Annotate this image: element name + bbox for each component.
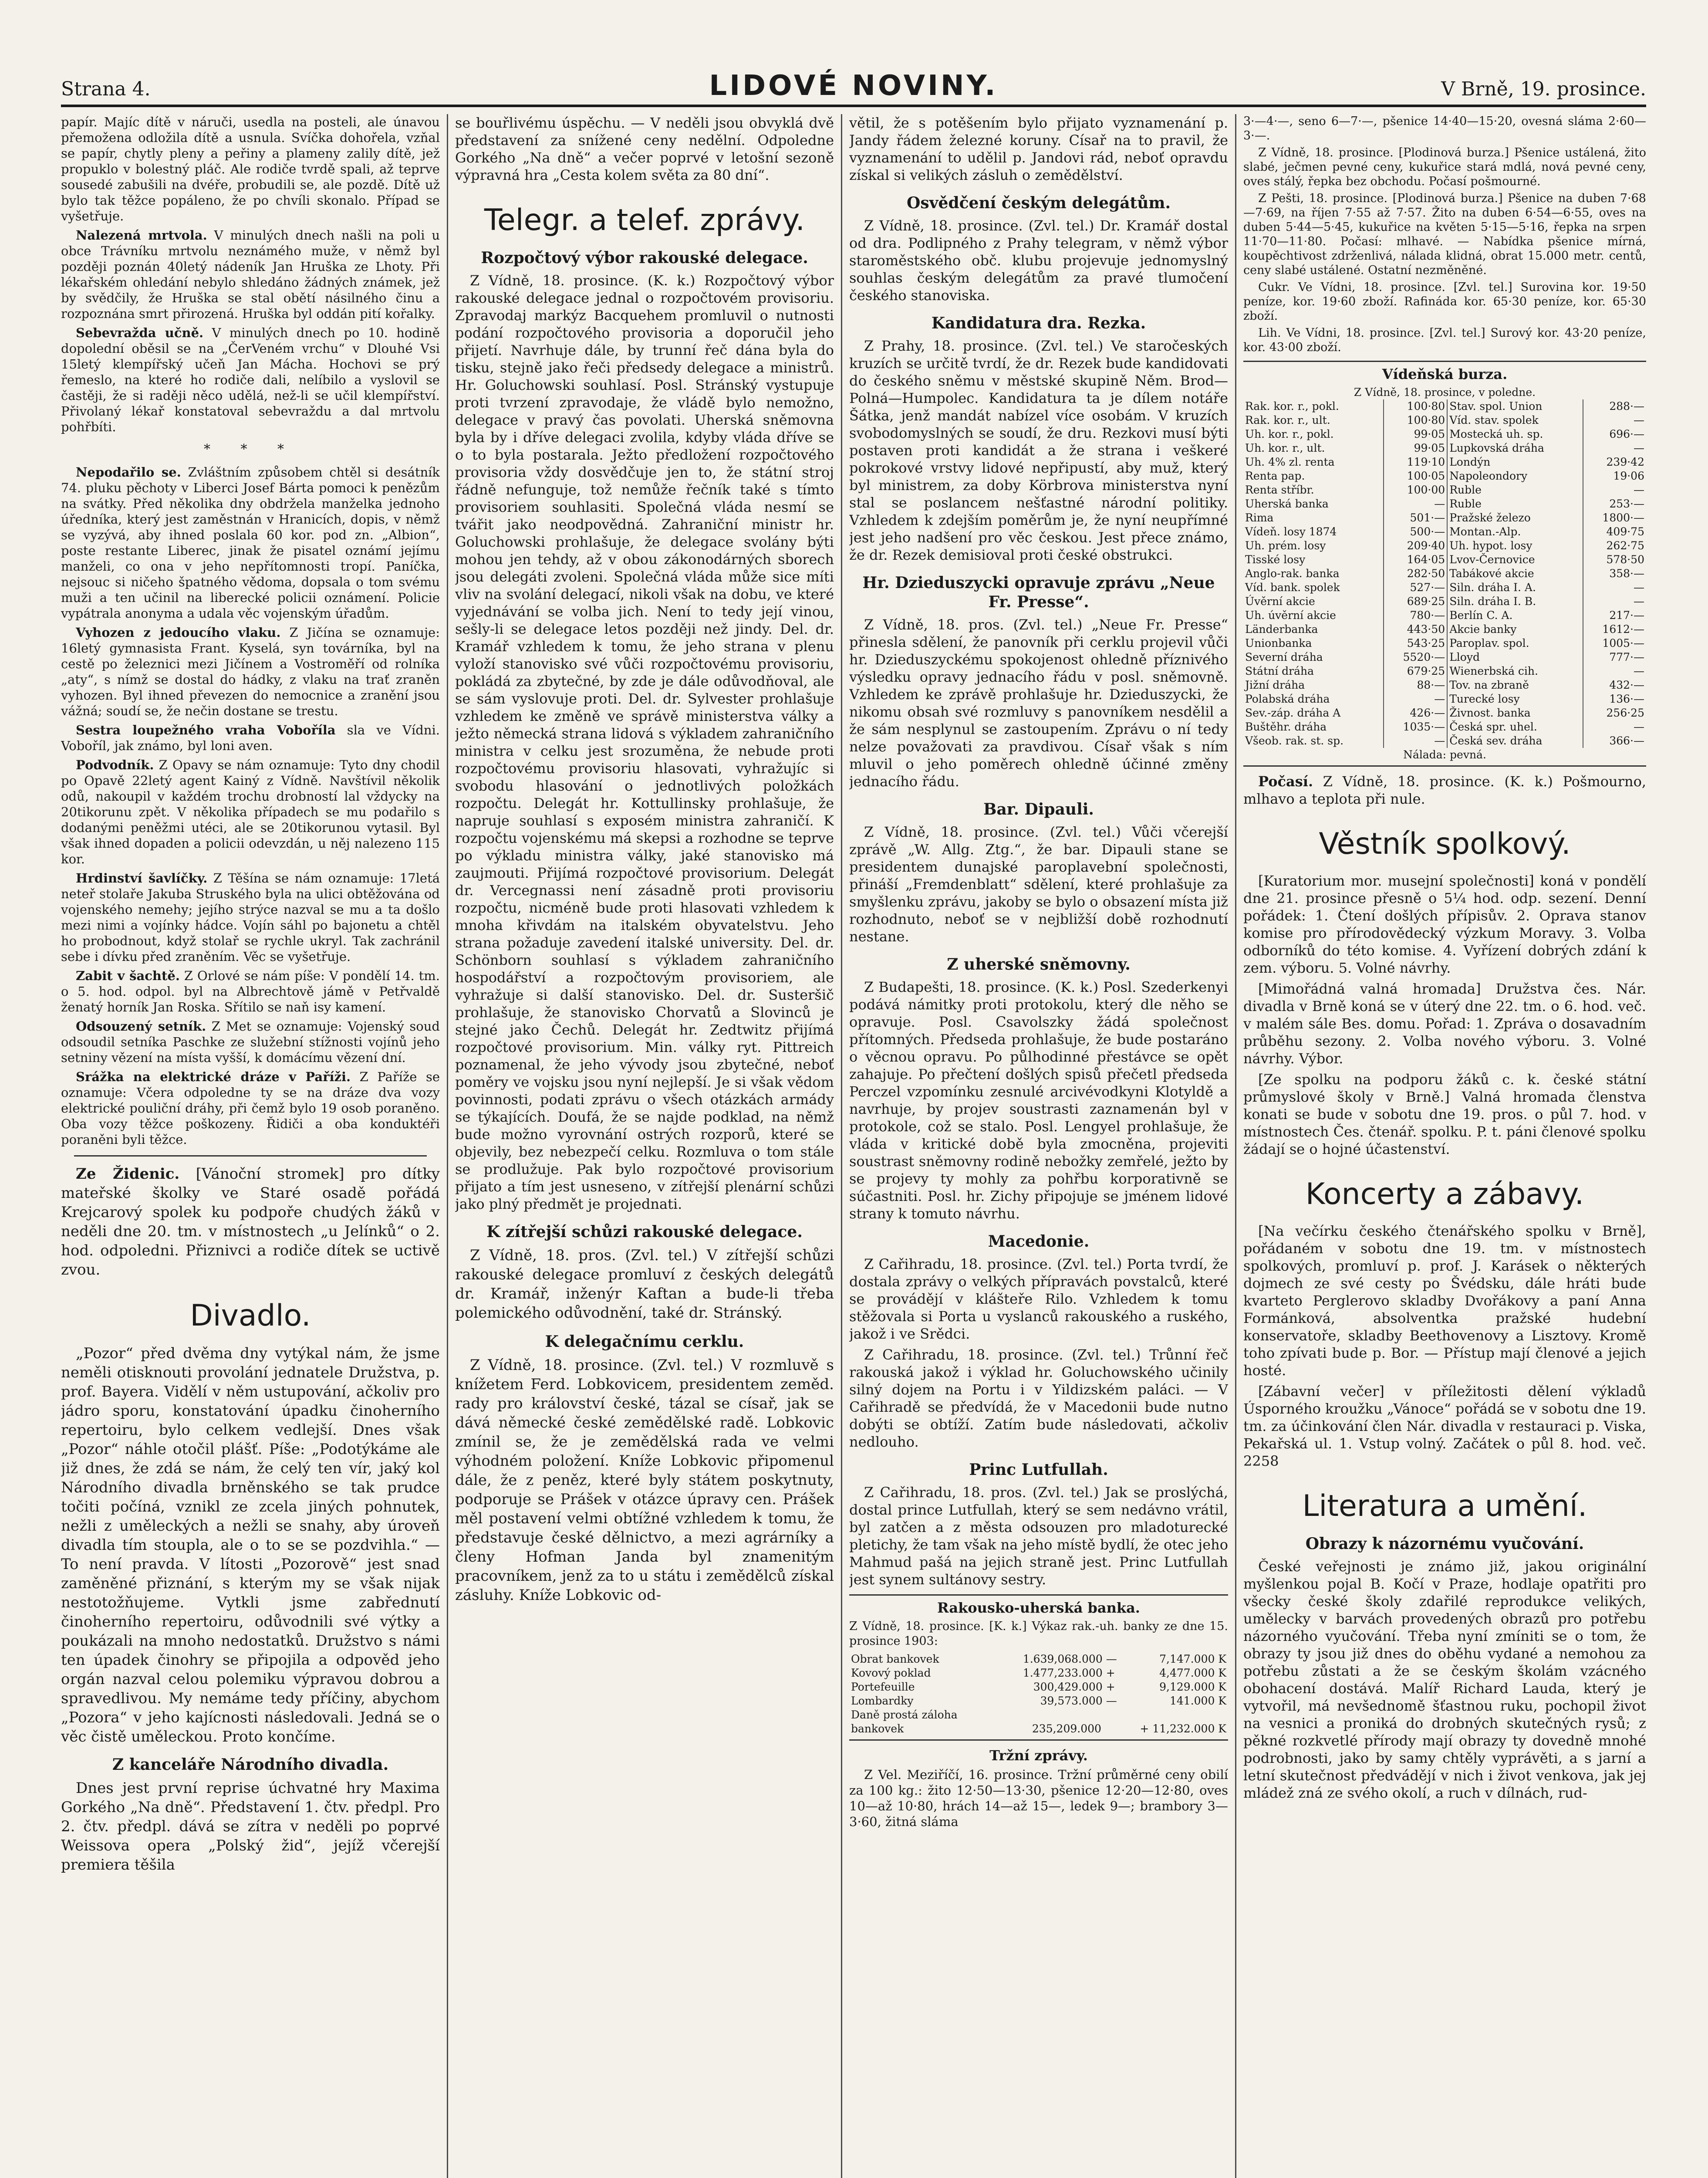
stock-price: 500·— [1384,525,1447,539]
bank-sign: — [1106,1694,1117,1707]
article-text: Z Cařihradu, 18. prosince. (Zvl. tel.) Trůnní řeč rakouská jakož i výklad hr. Goluchowského učinily silný dojem na Portu i v Yildizském paláci. — V Cařihradě se předvídá, že v Macedonii bude nutno dobýti se obtíží. Zatím bude následovati, ačkoliv nedlouho. [849,1346,1228,1450]
stock-price: 543·25 [1384,636,1447,650]
stock-name: Severní dráha [1243,650,1384,664]
weather-text: Z Vídně, 18. prosince. (K. k.) Pošmourno, mlhavo a teplota při nule. [1243,773,1646,807]
news-item-text: Z Met se oznamuje: Vojenský soud odsoudil setníka Paschke ze služební stížnosti vojínů jeho setniny vězení na místa vyšší, k domácímu vězení dní. [61,1019,440,1065]
table-row [1243,413,1646,427]
stock-exchange [1243,361,1646,767]
stock-price: 366·— [1609,734,1644,747]
bank-label: bankovek [851,1722,904,1735]
stock-price: — [1634,484,1644,496]
stock-name: Tov. na zbraně [1447,678,1583,692]
stock-name: Česká spr. uhel. [1447,720,1583,734]
table-row [849,1708,1228,1722]
market-text: 3·—4·—, seno 6—7·—, pšenice 14·40—15·20, ovesná sláma 2·60—3·—. [1243,115,1646,142]
bank-value: 300,429.000 [1033,1681,1103,1693]
column-4 [1243,114,1646,2178]
stock-price: — [1384,692,1447,706]
article-text: [Kuratorium mor. musejní společnosti] koná v pondělí dne 21. prosince přesně o 5¼ hod. odp. sezení. Denní pořádek: 1. Čtení došlých přípisův. 2. Oprava stanov komise pro přírodovědecký výzkum Moravy. 3. Volba odborníků do této komise. 4. Vyřízení dobrých zdání k zem. výboru. 5. Volné návrhy. [1243,873,1646,976]
table-row [1243,553,1646,567]
stock-price: — [1384,497,1447,511]
table-row [1243,650,1646,664]
stock-name: Tabákové akcie [1447,567,1583,581]
stock-name: Napoleondory [1447,469,1583,483]
stock-name: Siln. dráha I. B. [1447,595,1583,609]
stock-name: Londýn [1447,455,1583,469]
column-rule [1235,114,1236,2178]
stock-price: 99·05 [1384,427,1447,441]
weather-report [1243,773,1646,808]
news-item-title: Zabit v šachtě. [76,968,180,983]
article-text: Z Vídně, 18. pros. (Zvl. tel.) V zítřejší schůzi rakouské delegace promluví z českých delegátů dr. Kramář, inženýr Kaftan a bude-li třeba polemického odůvodnění, také dr. Stránský. [455,1247,834,1322]
stock-price: 164·05 [1384,553,1447,567]
article-heading: Kandidatura dra. Rezka. [931,314,1146,332]
stock-price: 217·— [1609,609,1644,622]
stock-price: — [1384,734,1447,748]
article-text: Z Cařihradu, 18. pros. (Zvl. tel.) Jak se proslýchá, dostal prince Lutfullah, který se sem nedávno vrátil, byl zatčen a z města odsouzen pro mladoturecké pletichy, že tam však na jeho místě bydlí, že otec jeho Mahmud pašá na jejich straně jest. Princ Lutfullah jest synem sultánovy sestry. [849,1484,1228,1588]
news-item [61,464,440,621]
table-row [1243,636,1646,650]
newspaper-title: LIDOVÉ NOVINY. [709,70,998,102]
stock-name: Uherská banka [1243,497,1384,511]
stock-price: 100·05 [1384,469,1447,483]
article-text: Z Vel. Meziříčí, 16. prosince. Tržní průměrné ceny obilí za 100 kg.: žito 12·50—13·30, pšenice 12·20—12·80, oves 10—až 10·80, hrách 14—až 15—, ledek 9—; brambory 3—3·60, žitná sláma [849,1767,1228,1829]
section-heading-telegrams: Telegr. a telef. zprávy. [484,203,805,237]
table-row [1243,469,1646,483]
news-item-text: Z Opavy se nám oznamuje: Tyto dny chodil po Opavě 22letý agent Kainý z Vídně. Navštívil několik odů, nakoupil v každém trochu drobností lal vždycky na 20tikorunu zpět. V několika případech se mu podařilo s dodanými peněžmi utéci, ale se 20tikorunou vytasil. Byl však ihned dopaden a policii odevzdán, u něj nalezeno 115 kor. [61,758,440,866]
article-heading: Z uherské sněmovny. [947,955,1131,974]
bank-report-intro: Z Vídně, 18. prosince. [K. k.] Výkaz rak.-uh. banky ze dne 15. prosince 1903: [849,1620,1228,1648]
table-row [1243,525,1646,539]
news-item-title: Srážka na elektrické dráze v Paříži. [76,1069,351,1084]
bank-change: 141.000 K [1169,1694,1226,1707]
table-row [1243,497,1646,511]
section-divider: * * * [203,442,297,457]
stock-name: Uh. kor. r., pokl. [1243,427,1384,441]
stock-price: 288·— [1609,400,1644,413]
stock-name: Lupkovská dráha [1447,441,1583,455]
stock-name: Uh. kor. r., ult. [1243,441,1384,455]
table-row [1243,720,1646,734]
stock-name: Živnost. banka [1447,706,1583,720]
stock-name: Rima [1243,511,1384,525]
stock-price: 1612·— [1602,623,1644,636]
news-item [61,227,440,321]
article-heading: Hr. Dzieduszycki opravuje zprávu „Neue Fr. Presse“. [862,574,1215,611]
bank-label: Portefeuille [851,1681,915,1693]
stock-name: Paroplav. spol. [1447,636,1583,650]
article-text: Z Vídně, 18. prosince. (Zvl. tel.) Dr. Kramář dostal od dra. Podlipného z Prahy telegram, v němž výbor staroměstského obč. klubu projevuje jednomyslný souhlas českým delegátům za pravé tlumočení českého stanoviska. [849,217,1228,304]
stock-name: Turecké losy [1447,692,1583,706]
article-heading: Princ Lutfullah. [969,1461,1108,1479]
bank-label: Obrat bankovek [851,1653,939,1665]
stock-name: Ruble [1447,483,1583,497]
article-text: Z Vídně, 18. prosince. (K. k.) Rozpočtový výbor rakouské delegace jednal o rozpočtovém provisoriu. Zpravodaj markýz Bacquehem promluvil o nutnosti podání rozpočtového provisoria a doporučil jeho přijetí. Navrhuje dále, by trunní řeč dána byla do tisku, stejně jako řeči předsedy delegace a ministrů. Hr. Goluchowski souhlasí. Posl. Stránský vystupuje proti tvrzení zpravodaje, že vládě bylo nemožno, delegace v pravý čas povolati. Uherská sněmovna byla by i dříve delegaci zvolila, kdyby vláda dříve se o to byla postarala. Ježto předložení rozpočtového provisoria vždy dosvědčuje jen to, že státní stroj řádně nefunguje, tož nemůže řečník také s tímto provisoriem souhlasiti. Společná vláda nesmí se tvářit jako neodpovědná. Zahraniční ministr hr. Goluchowski prohlašuje, že delegace svolány býti mohou jen tehdy, až v obou zákonodárných sborech jsou delegáti zvoleni. Společná vláda může sice míti vliv na svolání delegací, nikoli však na dobu, ve které vyjednávání se volba jich. Není to tedy její vinou, sešly-li se delegace letos později než jindy. Del. dr. Kramář vzhledem k tomu, že jeho strana v plenu vyloží stanovisko své vůči rozpočtovému provisoriu, pokládá za zbytečné, by zde je dále odůvodňoval, ale se sám vyslovuje proti. Del. dr. Sylvester prohlašuje vzhledem ke změně ve správě ministerstva války a ježto německá strana lidová s výkladem zahraničního ministra v celku jest srozuměna, že nebude proti rozpočtovému provisoriu hlasovati, vyhražujíc si svobodu hlasování o jednotlivých položkách rozpočtu. Delegát hr. Kottullinsky prohlašuje, že napruje souhlasí s exposém ministra zahraničí. K rozpočtu vojenskému má skepsi a rozhodne se teprve po výkladu ministra války, jaké stanovisko má zaujmouti. Přijímá rozpočtové provisorium. Delegát dr. Vercegnassi není zásadně proti provisoriu rozpočtu, nicméně bude proti hlasovati vzhledem k mnoha křivdám na italském obyvatelstvu. Jeho strana požaduje zavedení italské university. Del. dr. Schönborn souhlasí s výkladem zahraničního hospodářství a rozpočtovým provisoriem, ale vyhražuje si další stanovisko. Del. dr. Susteršič prohlašuje, že stanovisko Chorvatů a Slovinců je stejné jako Čechů. Delegát hr. Zedtwitz přijímá rozpočtové provisorium. Min. války ryt. Pittreich poznamenal, že jeho vývody jsou zbytečné, neboť poměry ve vojsku jsou nyní nejlepší. Je si však vědom povinnosti, podati zprávu o všech otázkách armády se týkajících. Doufá, že se najde podklad, na němž bude možno vyrovnání ostrých rozporů, které se objevily, bez nebezpečí celku. Rozmluva o tom stále se prodlužuje. Pak bylo rozpočtové provisorium přijato a tím jest usneseno, v zítřejší plenární schůzi jako plný předmět je projednati. [455,272,834,1212]
divider [74,1155,427,1157]
stock-price: 679·25 [1384,664,1447,678]
article-heading: K zítřejší schůzi rakouské delegace. [486,1223,803,1241]
news-item [61,757,440,867]
bank-change: 7,147.000 K [1159,1653,1226,1665]
column-3 [849,114,1228,2178]
stock-price: 262·75 [1606,539,1644,552]
article-text: papír. Majíc dítě v náruči, usedla na posteli, ale únavou přemožena odložila dítě a usnula. Svíčka dohořela, vzňal se papír, chytly pleny a peřiny a plameny zalily dítě, jež propuklo v bolestný pláč. Ale rodiče tvrdě spali, až teprve sousedé zabušili na dvéře, probudili se, ale pozdě. Dítě už bylo tak těžce popáleno, že po chvíli skonalo. Případ se vyšetřuje. [61,115,440,223]
stock-price: 1035·— [1384,720,1447,734]
table-row [1243,455,1646,469]
news-item-text: Z Jičína se oznamuje: 16letý gymnasista Frant. Kyselá, syn továrníka, byl na cestě po železnici mezi Jičínem a Vostroměří od rolníka „aty“, s nímž se dostal do hádky, z vlaku na trať zraněn vyhozen. Byl ihned převezen do nemocnice a zranění jsou vážná; soudí se, že nečin dostane se trestu. [61,625,440,718]
table-row [1243,706,1646,720]
stock-price: 432·— [1609,679,1644,691]
stock-exchange-title: Vídeňská burza. [1382,366,1508,382]
weather-title: Počasí. [1258,773,1313,790]
bank-label: Kovový poklad [851,1667,931,1679]
news-item-title: Odsouzený setník. [76,1019,206,1034]
table-row [1243,609,1646,622]
table-row [1243,399,1646,413]
stock-name: Berlín C. A. [1447,609,1583,622]
stock-price: 209·40 [1384,539,1447,553]
bank-value: 1.639,068.000 [1023,1653,1103,1665]
stock-price: 100·80 [1384,399,1447,413]
stock-price: 100·00 [1384,483,1447,497]
stock-price: 527·— [1384,581,1447,595]
news-item-text: Zvláštním způsobem chtěl si desátník 74. pluku pěchoty v Liberci Josef Bárta pomoci k penězům na svátky. Před několika dny obdržela manželka jednoho úředníka, který jest zaměstnán v Hranicích, dopis, v němž se vyzývá, aby ihned poslala 60 kor. pod zn. „Albion“, poste restante Liberec, jinak že pisatel oznámí jejímu manželi, co ona v jeho nepřítomnosti tropí. Paníčka, nejsouc si ničeho špatného vědoma, dopsala o tom svému muži a ten učinil na liberecké policii oznámení. Policie vypátrala anonyma a udala věc vojenským úřadům. [61,465,440,621]
article-text: Z Cařihradu, 18. prosince. (Zvl. tel.) Porta tvrdí, že dostala zprávy o velkých přípravách povstalců, které se provádějí v klášteře Rilo. Vzhledem k tomu stěžovala si Porta u vyslanců rakouského a ruského, jakož i ve Srědci. [849,1256,1228,1342]
bank-value: 1.477,233.000 [1023,1667,1103,1679]
article-text: se bouřlivému úspěchu. — V neděli jsou obvyklá dvě představení za snížené ceny nedělní. Odpoledne Gorkého „Na dně“ a večer poprvé v letošní sezoně výpravná hra „Cesta kolem světa za 80 dní“. [455,115,834,183]
stock-name: Lloyd [1447,650,1583,664]
table-row [1243,511,1646,525]
news-item [61,625,440,719]
stock-name: Uh. úvěrní akcie [1243,609,1384,622]
news-item [61,325,440,435]
stock-name: Sev.-záp. dráha A [1243,706,1384,720]
stock-price: 777·— [1609,651,1644,663]
stock-price: — [1634,581,1644,594]
article-text: Z Prahy, 18. prosince. (Zvl. tel.) Ve staročeských kruzích se určitě tvrdí, že dr. Rezek bude kandidovati do českého sněmu v městské skupině Něm. Brod—Polná—Humpolec. Kandidatura ta je dílem notáře Šátka, jenž mandát nabízel více osobám. V kruzích svobodomyslných se soudí, že dru. Rezkovi musí býti postaven proti kandidát a že strana i veškeré pokrokové vrstvy lidové nepřipustí, aby muž, který byl ministrem, za doby Körbrova ministerstva nyní stal se poslancem nešťastné národní politiky. Vzhledem k zdejším poměrům je, že nyní neupřímné jest jeho nadšení pro věc českou. Jest přece známo, že dr. Rezek demisioval proti české obstrukci. [849,338,1228,563]
stock-name: Unionbanka [1243,636,1384,650]
stock-price: 282·50 [1384,567,1447,581]
stock-name: Uh. hypot. losy [1447,539,1583,553]
news-item [61,1069,440,1147]
stock-table [1243,399,1646,748]
bank-label: Daně prostá záloha [851,1708,958,1721]
market-report: Cukr. Ve Vídni, 18. prosince. [Zvl. tel.] Surovina kor. 19·50 peníze, kor. 19·60 zboží. Rafináda kor. 65·30 peníze, kor. 65·30 zboží. [1243,281,1646,323]
market-report: Z Pešti, 18. prosince. [Plodinová burza.] Pšenice na duben 7·68—7·69, na říjen 7·55 až 7·57. Žito na duben 6·54—6·55, oves na duben 5·44—5·45, kukuřice na květen 5·15—5·16, řepka na srpen 11·70—11·80. Počasí: mlhavé. — Nabídka pšenice mírná, koupěchtivost zdrženlivá, nálada klidná, obrat 15.000 metr. centů, ceny slabé ustálené. Ostatní nezměněné. [1243,192,1646,277]
stock-price: 256·25 [1606,707,1644,719]
stock-name: Stav. spol. Union [1447,399,1583,413]
article-text: Z Vídně, 18. prosince. (Zvl. tel.) V rozmluvě s knížetem Ferd. Lobkovicem, presidentem zeměd. rady pro království české, tázal se císař, jak se dává německé české zemědělské radě. Lobkovic zmínil se, že je zemědělská rada ve velmi výhodném položení. Kníže Lobkovic připomenul dále, že z peněz, které byly státem poskytnuty, podporuje se Prášek v otázce úpravy cen. Prášek měl postavení velmi obtížné vzhledem k tomu, že představuje české dělnictvo, a mezi agrárníky a členy Hofman Janda byl znamenitým pracovníkem, jenž za to u státu i zemědělců získal zásluhy. Kníže Lobkovic od- [455,1356,834,1604]
stock-exchange-mood: Nálada: pevná. [1403,748,1486,761]
section-heading-literatura: Literatura a umění. [1302,1489,1587,1523]
article-text: Dnes jest první reprise úchvatné hry Maxima Gorkého „Na dně“. Představení 1. čtv. předpl. Pro 2. čtv. předpl. dává se zítra v neděli po poprvé Weissova opera „Polský žid“, jejíž včerejší premiera těšila [61,1779,440,1874]
table-row [1243,595,1646,609]
stock-price: 1800·— [1602,511,1644,524]
news-item-text: Z Paříže se oznamuje: Včera odpoledne ty se na dráze dva vozy elektrické pouliční dráhy, při čemž bylo 19 osob poraněno. Oba vozy těžce poškozeny. Řidiči a oba konduktéři poraněni byli těžce. [61,1069,440,1147]
bank-value: 39,573.000 [1040,1694,1103,1707]
news-item [61,1018,440,1065]
stock-name: Státní dráha [1243,664,1384,678]
article-text: [Na večírku českého čtenářského spolku v Brně], pořádaném v sobotu dne 19. tm. v místnostech spolkových, promluví p. prof. J. Karásek o některých dojmech ze své cesty po Švédsku, dále hráti bude kvarteto Perglerovo skladby Dvořákovy a paní Anna Formánková, absolventka pražské hudební konservatoře, skladby Beethovenovy a Lisztovy. Kromě toho zpívati bude p. Bor. — Přístup mají členové a jejich hosté. [1243,1223,1646,1379]
stock-name: Polabská dráha [1243,692,1384,706]
news-item-title: Ze Židenic. [76,1165,180,1183]
stock-name: Renta stříbr. [1243,483,1384,497]
news-item-text: sla ve Vídni. Voboříl, jak známo, byl loni aven. [61,723,440,753]
news-item-text: Z Orlové se nám píše: V pondělí 14. tm. o 5. hod. odpol. byl na Albrechtově jámě v Petřvaldě ženatý horník Jan Roska. Sřítilo se naň isy kamení. [61,968,440,1015]
bank-report [849,1594,1228,1741]
article-heading: Macedonie. [988,1232,1090,1251]
article-heading: Osvědčení českým delegátům. [907,194,1171,212]
table-row [1243,567,1646,581]
news-item [61,722,440,754]
stock-name: Anglo-rak. banka [1243,567,1384,581]
table-row [1243,427,1646,441]
stock-name: Siln. dráha I. A. [1447,581,1583,595]
column-rule [841,114,842,2178]
section-heading-koncerty: Koncerty a zábavy. [1305,1177,1584,1211]
stock-name: Jižní dráha [1243,678,1384,692]
stock-price: 239·42 [1606,456,1644,468]
column-1 [61,114,440,2178]
issue-date: V Brně, 19. prosince. [1441,78,1646,100]
article-text: Z Budapešti, 18. prosince. (K. k.) Posl. Szederkenyi podává námitky proti protokolu, který dle něho se opravuje. Posl. Csavolszky žádá společnost přítomných. Předseda prohlašuje, že bude postaráno o věcnou opravu. Po půlhodinné přestávce se opět zahajuje. Po přečtení došlých spisů přečetl předseda Perczel vzpomínku zesnulé arcivévodkyni Klotyldě a navrhuje, by projev soustrasti zaznamenán byl v protokole, což se stalo. Posl. Lengyel prohlašuje, že vláda v kritické době byla zmocněna, projeviti soustrast sněmovny rodině nebožky zemřelé, ježto by se projevy ty mohly za pohřbu korporativně se súčastniti. Posl. hr. Zichy připojuje se jménem lidové strany k tomuto návrhu. [849,979,1228,1222]
bank-change: 9,129.000 K [1159,1681,1226,1693]
bank-sign: + [1106,1667,1115,1679]
news-item [61,1164,440,1279]
stock-name: Česká sev. dráha [1447,734,1583,748]
news-item-title: Sestra loupežného vraha Voboříla [76,723,336,737]
bank-sign: — [1106,1653,1117,1665]
bank-label: Lombardky [851,1694,914,1707]
stock-price: 578·50 [1606,553,1644,566]
stock-name: Wienerbská cih. [1447,664,1583,678]
bank-table-total [849,1708,1228,1736]
article-heading: Z kanceláře Národního divadla. [112,1755,389,1774]
table-row [1243,539,1646,553]
stock-price: 119·10 [1384,455,1447,469]
stock-name: Montan.-Alp. [1447,525,1583,539]
section-heading-divadlo: Divadlo. [190,1299,311,1333]
stock-name: Všeob. rak. st. sp. [1243,734,1384,748]
stock-name: Tisské losy [1243,553,1384,567]
stock-price: 88·— [1384,678,1447,692]
bank-change: + 11,232.000 K [1140,1722,1226,1735]
article-heading: K delegačnímu cerklu. [545,1333,744,1351]
stock-price: 443·50 [1384,622,1447,636]
news-item-text: Z Těšína se nám oznamuje: 17letá neteř stolaře Jakuba Struského byla na ulici obtěžována od vojenského nemehy; jejího strýce nazval se mu a ta došlo mezi nimi a vojínky hádce. Vojín sáhl po bajonetu a chtěl ho probodnout, když stolař se rychle ukryl. Tak zachránil sebe i dívku před zraněním. Věc se vyšetřuje. [61,871,440,964]
stock-price: 100·80 [1384,413,1447,427]
article-text: [Ze spolku na podporu žáků c. k. české státní průmyslové školy v Brně.] Valná hromada členstva konati se bude v sobotu dne 19. pros. o půl 7. hod. v místnostech Čes. čtenář. spolku. P. t. páni členové spolku žádají se o hojné účastenství. [1243,1071,1646,1157]
stock-price: — [1634,720,1644,733]
article-text: Z Vídně, 18. prosince. (Zvl. tel.) Vůči včerejší zprávě „W. Allg. Ztg.“, že bar. Dipauli stane se presidentem dunajské paroplavební společnosti, přináší „Fremdenblatt“ sdělení, které prohlašuje za smyšlenku zprávu, jakoby se bylo o obsazení místa již rozhodnuto, neboť se v nejbližší době rozhodnutí nestane. [849,824,1228,945]
table-row [1243,692,1646,706]
table-row [849,1680,1228,1694]
table-row [1243,664,1646,678]
stock-price: 5520·— [1384,650,1447,664]
article-text: Z Vídně, 18. pros. (Zvl. tel.) „Neue Fr. Presse“ přinesla sdělení, že panovník při cerklu projevil vůči hr. Dzieduszyckému spokojenost ohledně příznivého výsledku opravy jednacího řádu v posl. sněmovně. Vzhledem ke zprávě prohlašuje hr. Dzieduszycki, že nikomu obsah své rozmluvy s panovníkem nesdělil a že sám nesplynul se zastoupením. Zprávu o ní tedy nelze považovati za pravdivou. Císař však s ním mluvil o jeho poměrech ohledně účinné změny jednacího řádu. [849,616,1228,790]
bank-change: 4,477.000 K [1159,1667,1226,1679]
stock-price: 780·— [1384,609,1447,622]
bank-table [849,1652,1228,1708]
stock-price: — [1634,665,1644,677]
bank-value: 235,209.000 [1032,1722,1101,1735]
stock-name: Buštěhr. dráha [1243,720,1384,734]
stock-price: 358·— [1609,567,1644,580]
stock-name: Länderbanka [1243,622,1384,636]
stock-name: Rak. kor. r., pokl. [1243,399,1384,413]
news-item-title: Vyhozen z jedoucího vlaku. [76,625,281,640]
article-heading: Tržní zprávy. [989,1747,1088,1764]
stock-price: 19·06 [1613,470,1644,482]
stock-name: Akcie banky [1447,622,1583,636]
stock-price: 1005·— [1602,637,1644,649]
column-2 [455,114,834,2178]
stock-name: Rak. kor. r., ult. [1243,413,1384,427]
stock-name: Mostecká uh. sp. [1447,427,1583,441]
stock-price: 136·— [1609,693,1644,705]
stock-name: Lvov-Černovice [1447,553,1583,567]
stock-exchange-intro: Z Vídně, 18. prosince, v poledne. [1354,386,1536,399]
stock-name: Renta pap. [1243,469,1384,483]
stock-price: 501·— [1384,511,1447,525]
stock-price: 99·05 [1384,441,1447,455]
article-text: větil, že s potěšením bylo přijato vyznamenání p. Jandy řádem železné koruny. Císař na to pravil, že vyznamenání to udělil p. Jandovi rád, neboť opravdu získal si velikých zásluh o zemědělství. [849,115,1228,183]
news-item [61,968,440,1015]
article-text: [Mimořádná valná hromada] Družstva čes. Nár. divadla v Brně koná se v úterý dne 22. tm. o 6. hod. več. v malém sále Bes. domu. Pořad: 1. Zpráva o dosavadním průběhu sezony. 2. Volba nového výboru. 3. Volné návrhy. Výbor. [1243,981,1646,1067]
news-item-title: Nalezená mrtvola. [76,228,207,243]
article-heading: Bar. Dipauli. [983,800,1094,818]
article-text: „Pozor“ před dvěma dny vytýkal nám, že jsme neměli otisknouti provolání jednatele Družstva, p. prof. Bayera. Vidělí v něm ustupování, ačkoliv pro jádro sporu, konstatování úpadku činoherního repertoiru, bylo celkem vedlejší. Dnes však „Pozor“ náhle otočil plášť. Píše: „Podotýkáme ale již dnes, že zdá se nám, že celý ten vír, jaký kol Národního divadla brněnského se tak prudce točiti počíná, vznikl ze zcela jiných pohnutek, nežli z uměleckých a nežli se snahy, aby úroveň divadla tím stoupla, ale o to se se pozdvihla.“ — To není pravda. V lítosti „Pozorově“ jest snad zaměněné přiznání, s kterým my se však nijak nestotožňujeme. Vytkli jsme zabřednutí činoherního repertoiru, odůvodnili své výtky a poukázali na mnoho nedostatků. Družstvo s námi ten úpadek činohry se připojila a odpověd jeho orgán nazval celou polemiku výpravou dobrou a spravedlivou. My nemáme tedy příčiny, abychom „Pozora“ v jeho kajícnosti následovali. Jedná se o věc čistě uměleckou. Proto končíme. [61,1345,440,1745]
table-row [849,1666,1228,1680]
stock-name: Ruble [1447,497,1583,511]
bank-sign: + [1106,1681,1115,1693]
stock-name: Uh. prém. losy [1243,539,1384,553]
news-item-title: Hrdinství šavlíčky. [76,871,208,886]
stock-price: — [1634,414,1644,426]
page-header [61,65,1646,107]
news-item-title: Nepodařilo se. [76,465,181,480]
stock-price: 426·— [1384,706,1447,720]
table-row [1243,678,1646,692]
stock-name: Vídeň. losy 1874 [1243,525,1384,539]
stock-name: Uh. 4% zl. renta [1243,455,1384,469]
page-number: Strana 4. [61,78,151,100]
stock-name: Úvěrní akcie [1243,595,1384,609]
table-row [1243,622,1646,636]
news-item-text: V minulých dnech našli na poli u obce Trávníku mrtvolu neznámého muže, v němž byl později poznán 40letý nádeník Jan Hruška ze Lhoty. Při lékařském ohledání nebylo shledáno žádných známek, jež by svědčily, že Hruška se stal obětí násilného činu a rozpoznána smrt přirozená. Hruška byl oddán pití kořalky. [61,228,440,321]
news-item-text: V minulých dnech po 10. hodině dopolední oběsil se na „ČerVeném vrchu“ v Dlouhé Vsi 15letý klempířský učeň Jan Mácha. Hochovi se prý řemeslo, na které ho rodiče dali, nelíbilo a vyslovil se častěji, že si raději něco udělá, než-li se učil klempířství. Přivolaný lékař konstatoval sebevraždu a dal mrtvolu pohřbíti. [61,325,440,434]
stock-name: Víd. bank. spolek [1243,581,1384,595]
table-row [1243,441,1646,455]
stock-price: 253·— [1609,497,1644,510]
news-item [61,870,440,964]
table-row [1243,734,1646,748]
stock-name: Pražské železo [1447,511,1583,525]
article-heading: Obrazy k názornému vyučování. [1305,1535,1584,1553]
table-row [1243,581,1646,595]
news-item-title: Podvodník. [76,758,154,772]
column-rule [447,114,448,2178]
table-row [1243,483,1646,497]
article-text: České veřejnosti je známo již, jakou originální myšlenkou pojal B. Kočí v Praze, hodlaje opatřiti pro všecky české školy zdařilé reprodukce velikých, umělecky v barvách provedených obrazů pro potřebu názorného vyučování. Třeba nyní zmíniti se o tom, že obrazy ty jsou již dnes do oběhu vydané a nemohou za potřebu zůstati a že se českým školám vzácného obohacení dostává. Malíř Richard Lauda, který je vytvořil, má nevšednomě šťastnou ruku, pochopil život na vesnici a proniká do drobných skutečných rysů; z pěkné rozkvetlé přírody mají obrazy ty dovedně mnohé podrobnosti, jako by samy chtěly vyprávěti, a s jarní a letní skutečnost předvádějí v nich i život venkova, jak jej mládež zná ze svého okolí, a ruch v dílnách, rud- [1243,1558,1646,1801]
news-item-text: [Vánoční stromek] pro dítky mateřské školky ve Staré osadě pořádá Krejcarový spolek ku podpoře chudých žáků v neděli dne 20. tm. v místnostech „u Jelínků“ o 2. hod. odpoledni. Přiznivci a rodiče dítek se uctivě zvou. [61,1165,440,1278]
bank-report-title: Rakousko-uherská banka. [937,1600,1140,1616]
market-report: Z Vídně, 18. prosince. [Plodinová burza.] Pšenice ustálená, žito slabé, ječmen pevné ceny, kukuřice stará mdlá, nová pevné ceny, oves stálý, řepka bez obchodu. Počasí pošmourné. [1243,146,1646,188]
stock-price: — [1634,595,1644,608]
article-heading: Rozpočtový výbor rakouské delegace. [481,249,808,267]
stock-price: — [1634,442,1644,454]
stock-name: Víd. stav. spolek [1447,413,1583,427]
stock-price: 696·— [1609,428,1644,440]
market-report: Lih. Ve Vídni, 18. prosince. [Zvl. tel.] Surový kor. 43·20 peníze, kor. 43·00 zboží. [1243,326,1646,354]
stock-price: 409·75 [1606,525,1644,538]
table-row [849,1722,1228,1736]
news-item-title: Sebevražda učně. [76,325,204,340]
stock-price: 689·25 [1384,595,1447,609]
table-row [849,1694,1228,1708]
section-heading-vestnik: Věstník spolkový. [1319,827,1571,861]
article-text: [Zábavní večer] v příležitosti dělení výkladů Úsporného kroužku „Vánoce“ pořádá se v sobotu dne 19. tm. za účinkování člen Nár. divadla v restauraci p. Viska, Pekařská ul. 1. Vstup volný. Začátek o půl 8. hod. več. 2258 [1243,1383,1646,1469]
table-row [849,1652,1228,1666]
